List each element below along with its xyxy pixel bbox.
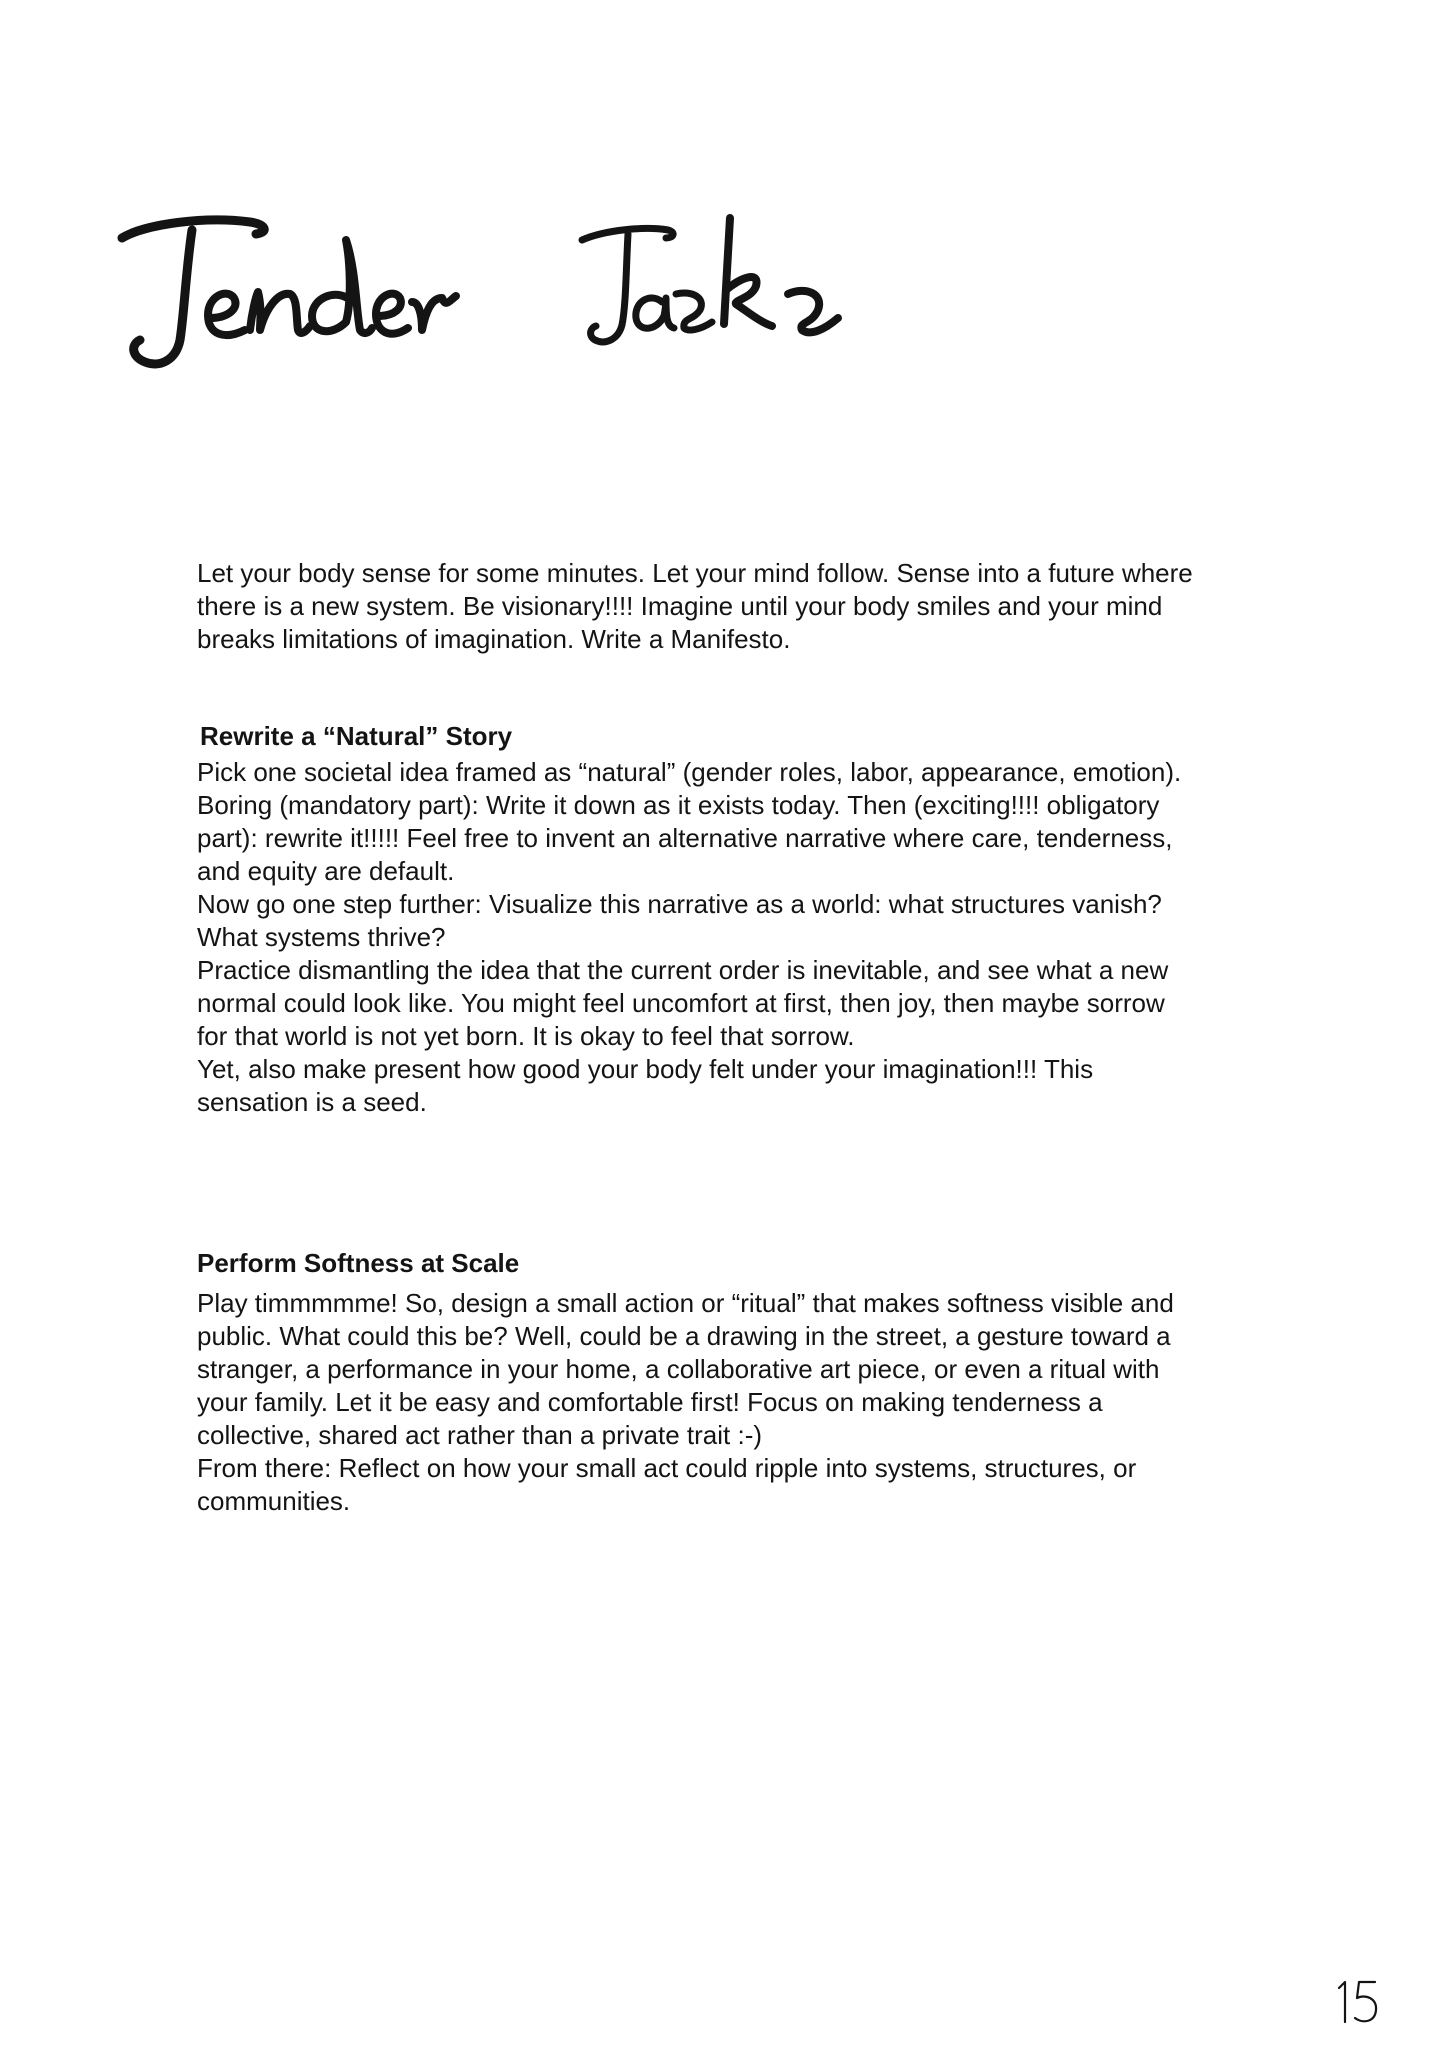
intro-section: [197, 557, 1197, 656]
section-paragraph: Now go one step further: Visualize this narrative as a world: what structures vanish? What systems thrive?: [197, 889, 1162, 952]
section-paragraph: Pick one societal idea framed as “natural” (gender roles, labor, appearance, emotion).: [197, 757, 1182, 787]
intro-paragraph: Let your body sense for some minutes. Let your mind follow. Sense into a future where there is a new system. Be visionary!!!! Imagine until your body smiles and your mind breaks limitations of imagination. Write a Manifesto.: [197, 558, 1193, 654]
section-paragraph: Boring (mandatory part): Write it down as it exists today. Then (exciting!!!! obligatory part): rewrite it!!!!! Feel free to invent an alternative narrative where care, tenderness, and equity are default.: [197, 790, 1173, 886]
section-paragraph: Yet, also make present how good your body felt under your imagination!!! This sensation is a seed.: [197, 1054, 1094, 1117]
section-paragraph: Play timmmmme! So, design a small action or “ritual” that makes softness visible and public. What could this be? Well, could be a drawing in the street, a gesture toward a stranger, a performance in your home, a collaborative art piece, or even a ritual with your family. Let it be easy and comfortable first! Focus on making tenderness a collective, shared act rather than a private trait :-): [197, 1288, 1174, 1450]
section-heading: Rewrite a “Natural” Story: [200, 721, 513, 751]
page-number: [1335, 1978, 1385, 2028]
section-rewrite-natural-story: [197, 720, 1197, 1119]
handwritten-title: [100, 190, 1000, 390]
section-paragraph: Practice dismantling the idea that the current order is inevitable, and see what a new normal could look like. You might feel uncomfort at first, then joy, then maybe sorrow for that world is not yet born. It is okay to feel that sorrow.: [197, 955, 1169, 1051]
section-perform-softness: [197, 1247, 1197, 1518]
section-heading: Perform Softness at Scale: [197, 1248, 520, 1278]
section-paragraph: From there: Reflect on how your small act could ripple into systems, structures, or communities.: [197, 1453, 1137, 1516]
